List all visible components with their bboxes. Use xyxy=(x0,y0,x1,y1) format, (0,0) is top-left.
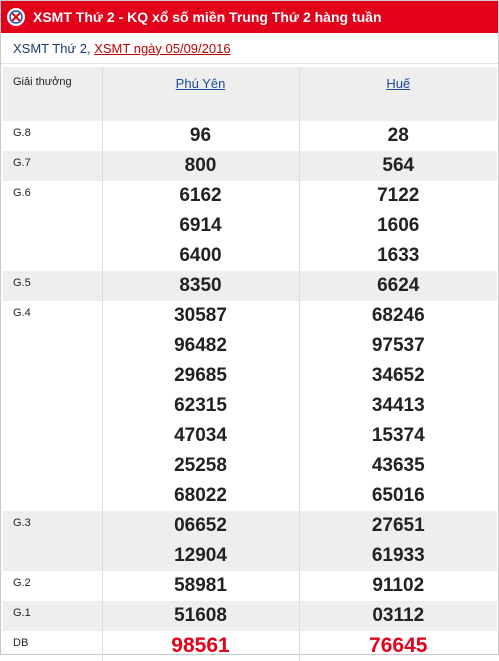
prize-label: G.3 xyxy=(3,511,102,571)
result-cell xyxy=(102,121,299,151)
lottery-number: 6400 xyxy=(179,245,222,266)
lottery-number: 68246 xyxy=(371,305,425,326)
result-cell xyxy=(102,181,299,271)
result-cell xyxy=(299,181,497,271)
lottery-number: 1606 xyxy=(377,215,420,236)
prize-label: DB xyxy=(3,631,102,661)
lottery-number: 65016 xyxy=(371,485,425,506)
table-row xyxy=(3,271,497,301)
result-cell xyxy=(299,601,497,631)
lottery-number: 68022 xyxy=(174,485,227,506)
result-cell xyxy=(102,571,299,601)
results-table xyxy=(3,67,497,661)
lottery-number: 15374 xyxy=(371,425,425,446)
table-header-row xyxy=(3,67,497,121)
result-cell xyxy=(299,301,497,511)
table-row xyxy=(3,511,497,571)
province-link-hue[interactable]: Huế xyxy=(386,76,411,91)
result-cell xyxy=(102,631,299,661)
lottery-number: 97537 xyxy=(371,335,425,356)
lottery-number: 96482 xyxy=(174,335,227,356)
result-cell xyxy=(299,151,497,181)
lottery-number: 06652 xyxy=(174,515,227,536)
breadcrumb xyxy=(1,33,498,64)
result-cell xyxy=(102,151,299,181)
lottery-number: 6914 xyxy=(179,215,222,236)
province-link-phu-yen[interactable]: Phú Yên xyxy=(175,76,226,91)
result-cell xyxy=(102,271,299,301)
special-prize-number: 76645 xyxy=(369,634,428,657)
lottery-number: 12904 xyxy=(174,545,227,566)
province-header xyxy=(102,67,299,121)
breadcrumb-prefix[interactable]: XSMT Thứ 2, xyxy=(13,40,91,56)
prize-label: G.2 xyxy=(3,571,102,601)
lottery-number: 58981 xyxy=(174,575,227,596)
lottery-number: 6162 xyxy=(179,185,222,206)
table-row xyxy=(3,181,497,271)
result-cell xyxy=(299,121,497,151)
result-cell xyxy=(299,631,497,661)
prize-column-header: Giải thưởng xyxy=(3,67,102,121)
lottery-number: 25258 xyxy=(174,455,227,476)
prize-label: G.5 xyxy=(3,271,102,301)
lottery-number: 61933 xyxy=(371,545,425,566)
lottery-number: 564 xyxy=(382,155,415,176)
lottery-number: 1633 xyxy=(377,245,420,266)
table-row xyxy=(3,151,497,181)
prize-label: G.8 xyxy=(3,121,102,151)
result-cell xyxy=(299,511,497,571)
table-row xyxy=(3,631,497,661)
lottery-number: 800 xyxy=(184,155,217,176)
lottery-number: 96 xyxy=(189,125,212,146)
lottery-number: 34413 xyxy=(371,395,425,416)
date-link[interactable]: XSMT ngày 05/09/2016 xyxy=(94,40,231,56)
lottery-number: 30587 xyxy=(174,305,227,326)
table-row xyxy=(3,121,497,151)
results-body xyxy=(3,121,497,661)
lottery-number: 6624 xyxy=(377,275,420,296)
lottery-ball-x-icon xyxy=(7,8,25,26)
lottery-number: 03112 xyxy=(372,605,425,626)
lottery-number: 28 xyxy=(387,125,409,146)
lottery-number: 47034 xyxy=(174,425,227,446)
table-row xyxy=(3,571,497,601)
result-cell xyxy=(299,271,497,301)
panel-header xyxy=(1,1,498,33)
table-row xyxy=(3,601,497,631)
prize-label: G.4 xyxy=(3,301,102,511)
lottery-number: 29685 xyxy=(174,365,227,386)
result-cell xyxy=(102,601,299,631)
lottery-number: 34652 xyxy=(371,365,425,386)
lottery-number: 91102 xyxy=(372,575,425,596)
prize-label: G.6 xyxy=(3,181,102,271)
lottery-number: 51608 xyxy=(174,605,227,626)
lottery-number: 62315 xyxy=(174,395,227,416)
lottery-number: 43635 xyxy=(371,455,425,476)
table-row xyxy=(3,301,497,511)
province-header xyxy=(299,67,497,121)
lottery-number: 8350 xyxy=(179,275,222,296)
special-prize-number: 98561 xyxy=(171,634,230,657)
panel-title[interactable]: XSMT Thứ 2 - KQ xổ số miền Trung Thứ 2 hàng tuần xyxy=(33,9,382,25)
prize-label: G.1 xyxy=(3,601,102,631)
prize-label: G.7 xyxy=(3,151,102,181)
lottery-number: 7122 xyxy=(377,185,420,206)
result-cell xyxy=(299,571,497,601)
result-cell xyxy=(102,301,299,511)
result-cell xyxy=(102,511,299,571)
lottery-number: 27651 xyxy=(371,515,425,536)
